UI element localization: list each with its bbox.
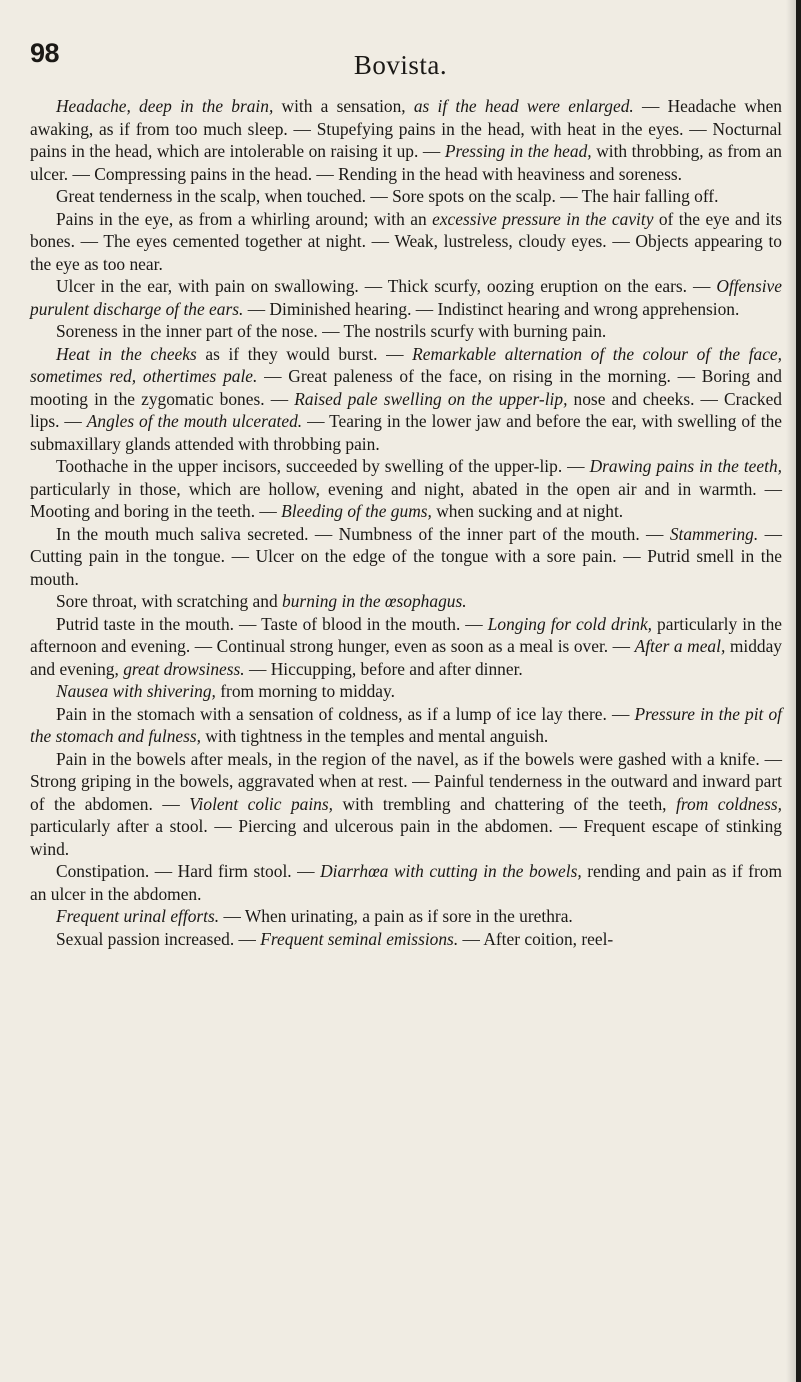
italic-text: Remarkable alternation of the colour of the face, sometimes red, othertimes pale. bbox=[30, 343, 782, 386]
text-segment: Ulcer in the ear, with pain on swallowing. — Thick scurfy, oozing eruption on the ears. — bbox=[56, 276, 717, 296]
text-segment: particularly in those, which are hollow, evening and night, abated in the open air and in warmth. — Mooting and boring in the teeth. — bbox=[30, 478, 782, 521]
text-segment: particularly after a stool. — Piercing and ulcerous pain in the abdomen. — Frequent escape of stinking wind. bbox=[30, 816, 782, 859]
italic-text: Pressing in the head, bbox=[444, 141, 592, 161]
italic-text: Nausea with shivering, bbox=[56, 681, 216, 701]
paragraph bbox=[30, 455, 782, 523]
paragraph bbox=[30, 590, 782, 613]
paragraph bbox=[30, 748, 782, 861]
text-segment: as if they would burst. — bbox=[196, 343, 413, 364]
text-segment: of the eye and its bones. — The eyes cemented together at night. — Weak, lustreless, cloudy eyes. — Objects appearing to the eye as too near. bbox=[30, 208, 782, 274]
text-segment: when sucking and at night. bbox=[431, 501, 624, 521]
text-segment: — Tearing in the lower jaw and before the ear, with swelling of the submaxillary glands attended with throbbing pain. bbox=[30, 411, 783, 454]
text-segment: nose and cheeks. — Cracked lips. — bbox=[30, 388, 782, 431]
text-segment: Toothache in the upper incisors, succeeded by swelling of the upper-lip. — bbox=[56, 456, 590, 476]
paragraph bbox=[30, 680, 782, 703]
paragraph bbox=[30, 523, 782, 591]
text-segment: — Headache when awaking, as if from too much sleep. — Stupefying pains in the head, with heat in the eyes. — Nocturnal pains in the head, which are intolerable on raising it up. — bbox=[30, 96, 782, 161]
text-segment: — When urinating, a pain as if sore in the urethra. bbox=[219, 906, 573, 926]
italic-text: excessive pressure in the cavity bbox=[432, 208, 654, 229]
italic-text: Angles of the mouth ulcerated. bbox=[86, 411, 303, 431]
body-text bbox=[30, 95, 782, 950]
paragraph bbox=[30, 185, 782, 208]
paragraph bbox=[30, 320, 782, 343]
paragraph bbox=[30, 928, 782, 951]
text-segment: In the mouth much saliva secreted. — Numbness of the inner part of the mouth. — bbox=[56, 523, 670, 544]
text-segment: — Diminished hearing. — Indistinct hearing and wrong apprehension. bbox=[243, 298, 740, 319]
text-segment: Pain in the bowels after meals, in the region of the navel, as if the bowels were gashed with a knife. — Strong griping in the bowels, aggravated when at rest. — Painful tenderness in the outward and inward part of the abdomen. — bbox=[30, 748, 782, 814]
text-segment: Pains in the eye, as from a whirling around; with an bbox=[56, 208, 433, 229]
text-segment: with trembling and chattering of the teeth, bbox=[332, 793, 677, 814]
italic-text: Stammering. bbox=[669, 523, 759, 544]
italic-text: Offensive purulent discharge of the ears. bbox=[30, 276, 782, 319]
paragraph bbox=[30, 343, 782, 456]
text-segment: Great tenderness in the scalp, when touched. — Sore spots on the scalp. — The hair falling off. bbox=[56, 186, 719, 206]
page-number: 98 bbox=[30, 38, 60, 68]
italic-text: from coldness, bbox=[676, 793, 782, 814]
paragraph bbox=[30, 703, 782, 748]
text-segment: with tightness in the temples and mental anguish. bbox=[201, 726, 549, 746]
text-segment: particularly in the afternoon and evening. — Continual strong hunger, even as soon as a meal is over. — bbox=[30, 613, 783, 656]
text-segment: Soreness in the inner part of the nose. — The nostrils scurfy with burning pain. bbox=[56, 321, 607, 341]
italic-text: Diarrhœa with cutting in the bowels, bbox=[320, 861, 582, 881]
text-segment: — After coition, reel- bbox=[458, 928, 614, 949]
text-segment: rending and pain as if from an ulcer in the abdomen. bbox=[30, 861, 782, 904]
italic-text: Longing for cold drink, bbox=[487, 613, 653, 634]
text-segment: with a sensation, bbox=[273, 96, 414, 116]
italic-text: Drawing pains in the teeth, bbox=[589, 456, 782, 476]
text-segment: — Hiccupping, before and after dinner. bbox=[244, 658, 523, 679]
italic-text: Frequent seminal emissions. bbox=[260, 928, 459, 949]
italic-text: Raised pale swelling on the upper-lip, bbox=[294, 388, 568, 409]
running-head-title: Bovista. bbox=[353, 50, 448, 80]
text-segment: Constipation. — Hard firm stool. — bbox=[56, 861, 321, 881]
text-segment: — Great paleness of the face, on rising in the morning. — Boring and mooting in the zygomatic bones. — bbox=[30, 366, 782, 409]
italic-text: great drowsiness. bbox=[123, 658, 245, 679]
italic-text: Bleeding of the gums, bbox=[281, 501, 432, 521]
italic-text: Headache, deep in the brain, bbox=[56, 96, 274, 116]
paragraph bbox=[30, 95, 782, 185]
paragraph bbox=[30, 905, 782, 928]
page-edge bbox=[796, 0, 801, 1382]
text-segment: Pain in the stomach with a sensation of coldness, as if a lump of ice lay there. — bbox=[56, 703, 635, 724]
text-segment: — Cutting pain in the tongue. — Ulcer on the edge of the tongue with a sore pain. — Putrid smell in the mouth. bbox=[30, 523, 782, 589]
paragraph bbox=[30, 860, 782, 905]
text-segment: Sexual passion increased. — bbox=[56, 928, 261, 949]
text-segment: Sore throat, with scratching and bbox=[56, 591, 283, 611]
paragraph bbox=[30, 275, 782, 320]
text-segment: Putrid taste in the mouth. — Taste of blood in the mouth. — bbox=[56, 613, 488, 634]
paragraph bbox=[30, 613, 782, 681]
italic-text: Pressure in the pit of the stomach and fulness, bbox=[30, 703, 782, 746]
italic-text: After a meal, bbox=[634, 636, 726, 656]
text-segment: with throbbing, as from an ulcer. — Compressing pains in the head. — Rending in the head with heaviness and soreness. bbox=[30, 141, 782, 184]
italic-text: burning in the œsophagus. bbox=[282, 591, 467, 611]
italic-text: Violent colic pains, bbox=[189, 793, 333, 814]
italic-text: Frequent urinal efforts. bbox=[56, 906, 220, 926]
italic-text: as if the head were enlarged. bbox=[413, 96, 634, 116]
paragraph bbox=[30, 208, 782, 276]
italic-text: Heat in the cheeks bbox=[56, 343, 197, 364]
text-segment: from morning to midday. bbox=[215, 681, 395, 701]
text-segment: midday and evening, bbox=[30, 636, 782, 679]
page-gutter-shadow bbox=[786, 0, 796, 1382]
